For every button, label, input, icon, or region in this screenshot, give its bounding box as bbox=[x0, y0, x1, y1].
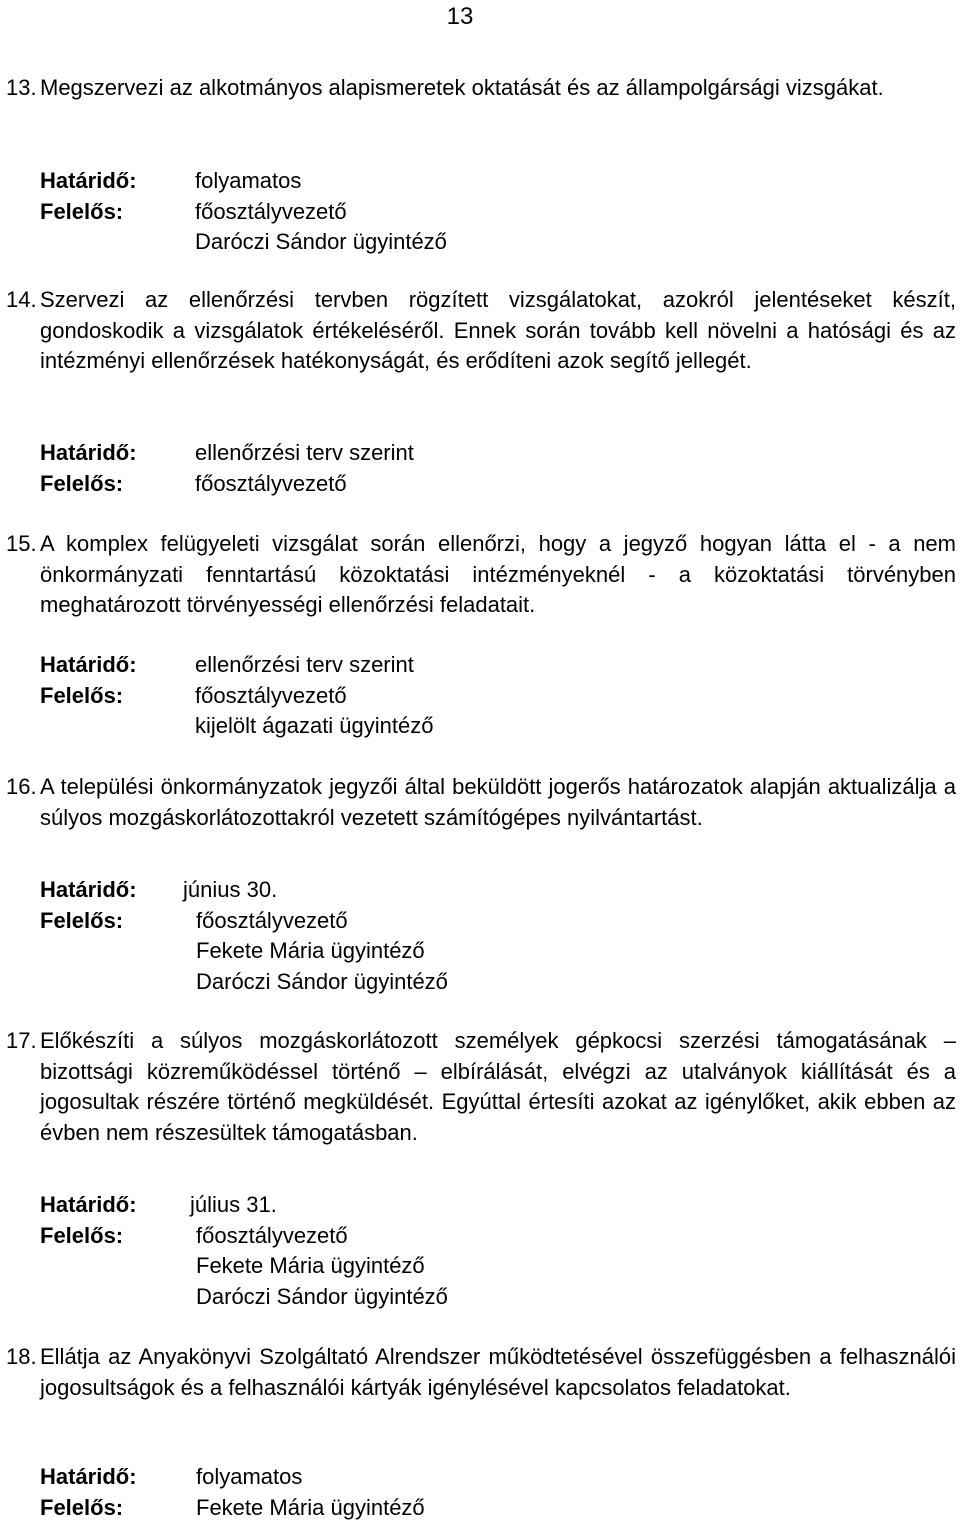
deadline-value: június 30. bbox=[183, 877, 278, 902]
list-item bbox=[6, 1342, 956, 1403]
item-number: 13. bbox=[6, 75, 37, 100]
responsible-label: Felelős: bbox=[40, 907, 124, 933]
item-meta bbox=[40, 1190, 920, 1312]
responsible-value: főosztályvezető bbox=[195, 470, 347, 496]
item-number: 16. bbox=[6, 774, 37, 799]
deadline-label: Határidő: bbox=[40, 1464, 137, 1489]
responsible-value: Daróczi Sándor ügyintéző bbox=[196, 968, 448, 994]
item-meta bbox=[40, 166, 920, 258]
item-text: A komplex felügyeleti vizsgálat során ellenőrzi, hogy a jegyző hogyan látta el - a nem önkormányzati fenntartású közoktatási intézményeknél - a közoktatási törvényben meghatározott törvényességi ellenőrzési feladatait. bbox=[40, 531, 956, 617]
list-item bbox=[6, 1026, 956, 1148]
item-number: 15. bbox=[6, 531, 37, 556]
item-text: Megszervezi az alkotmányos alapismeretek oktatását és az állampolgársági vizsgákat. bbox=[40, 75, 884, 100]
responsible-label: Felelős: bbox=[40, 682, 124, 708]
responsible-label: Felelős: bbox=[40, 1222, 124, 1248]
responsible-value: főosztályvezető bbox=[196, 907, 348, 933]
list-item bbox=[6, 73, 956, 104]
deadline-value: ellenőrzési terv szerint bbox=[195, 440, 414, 465]
responsible-value: főosztályvezető bbox=[196, 1222, 348, 1248]
responsible-value: Daróczi Sándor ügyintéző bbox=[196, 1283, 448, 1309]
responsible-value: kijelölt ágazati ügyintéző bbox=[195, 713, 434, 738]
responsible-label: Felelős: bbox=[40, 1494, 124, 1520]
responsible-value: Daróczi Sándor ügyintéző bbox=[195, 229, 447, 254]
deadline-label: Határidő: bbox=[40, 877, 137, 902]
item-number: 17. bbox=[6, 1028, 37, 1053]
deadline-value: július 31. bbox=[190, 1192, 277, 1217]
item-meta bbox=[40, 875, 920, 997]
item-text: A települési önkormányzatok jegyzői által beküldött jogerős határozatok alapján aktualizálja a súlyos mozgáskorlátozottakról vezetett számítógépes nyilvántartást. bbox=[40, 774, 956, 830]
responsible-value: főosztályvezető bbox=[195, 682, 347, 708]
responsible-label: Felelős: bbox=[40, 198, 124, 224]
list-item bbox=[6, 529, 956, 621]
item-meta bbox=[40, 1462, 920, 1523]
deadline-value: folyamatos bbox=[195, 168, 302, 193]
deadline-value: ellenőrzési terv szerint bbox=[195, 652, 414, 677]
responsible-value: főosztályvezető bbox=[195, 198, 347, 224]
deadline-label: Határidő: bbox=[40, 1192, 137, 1217]
item-text: Szervezi az ellenőrzési tervben rögzített vizsgálatokat, azokról jelentéseket készít, gondoskodik a vizsgálatok értékeléséről. Ennek során tovább kell növelni a hatósági és az intézményi ellenőrzések hatékonyságát, és erődíteni azok segítő jellegét. bbox=[40, 287, 956, 373]
responsible-value: Fekete Mária ügyintéző bbox=[196, 1253, 425, 1278]
item-number: 14. bbox=[6, 287, 37, 312]
deadline-label: Határidő: bbox=[40, 652, 137, 677]
item-text: Ellátja az Anyakönyvi Szolgáltató Alrendszer működtetésével összefüggésben a felhasználói jogosultságok és a felhasználói kártyák igénylésével kapcsolatos feladatokat. bbox=[40, 1344, 956, 1400]
item-number: 18. bbox=[6, 1344, 37, 1369]
list-item bbox=[6, 285, 956, 377]
deadline-value: folyamatos bbox=[196, 1464, 303, 1489]
item-meta bbox=[40, 650, 920, 742]
responsible-value: Fekete Mária ügyintéző bbox=[196, 1494, 425, 1520]
deadline-label: Határidő: bbox=[40, 440, 137, 465]
responsible-label: Felelős: bbox=[40, 470, 124, 496]
item-text: Előkészíti a súlyos mozgáskorlátozott személyek gépkocsi szerzési támogatásának – bizottsági közreműködéssel történő – elbírálását, elvégzi az utalványok kiállítását és a jogosultak részére történő megküldését. Egyúttal értesíti azokat az igénylőket, akik ebben az évben nem részesültek támogatásban. bbox=[40, 1028, 956, 1145]
list-item bbox=[6, 772, 956, 833]
page-number: 13 bbox=[446, 3, 474, 30]
responsible-value: Fekete Mária ügyintéző bbox=[196, 938, 425, 963]
item-meta bbox=[40, 438, 920, 499]
deadline-label: Határidő: bbox=[40, 168, 137, 193]
